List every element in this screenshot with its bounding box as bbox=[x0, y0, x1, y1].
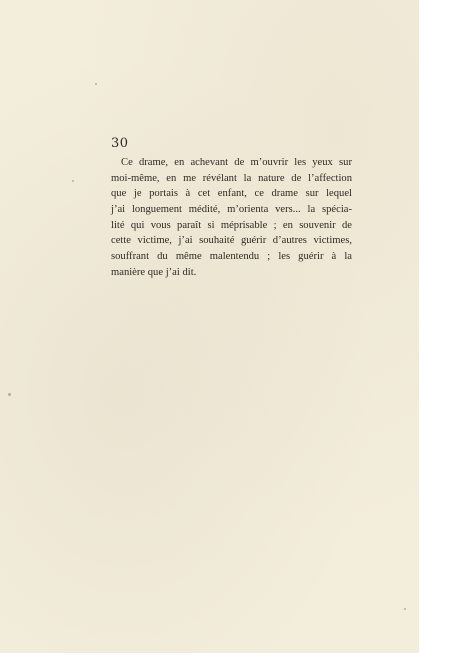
text-line: Ce drame, en achevant de m’ouvrir les yeux sur bbox=[121, 157, 352, 168]
background-margin bbox=[419, 0, 450, 655]
paper-speck bbox=[72, 180, 74, 182]
text-line: cette victime, j’ai souhaité guérir d’autres victimes, bbox=[111, 235, 352, 247]
paper-speck bbox=[95, 83, 97, 85]
paper-speck bbox=[404, 608, 406, 610]
paper-speck bbox=[8, 393, 11, 396]
text-line: j’ai longuement médité, m’orienta vers... la spécia- bbox=[111, 204, 352, 216]
text-line: lité qui vous paraît si méprisable ; en souvenir de bbox=[111, 219, 352, 231]
text-line: souffrant du même malentendu ; les guérir à la bbox=[111, 251, 352, 263]
text-line: moi-même, en me révélant la nature de l’affection bbox=[111, 172, 352, 184]
text-line: manière que j’ai dit. bbox=[111, 266, 197, 278]
paragraph bbox=[111, 155, 352, 281]
text-line: que je portais à cet enfant, ce drame sur lequel bbox=[111, 188, 352, 200]
page-number: 30 bbox=[111, 136, 129, 151]
